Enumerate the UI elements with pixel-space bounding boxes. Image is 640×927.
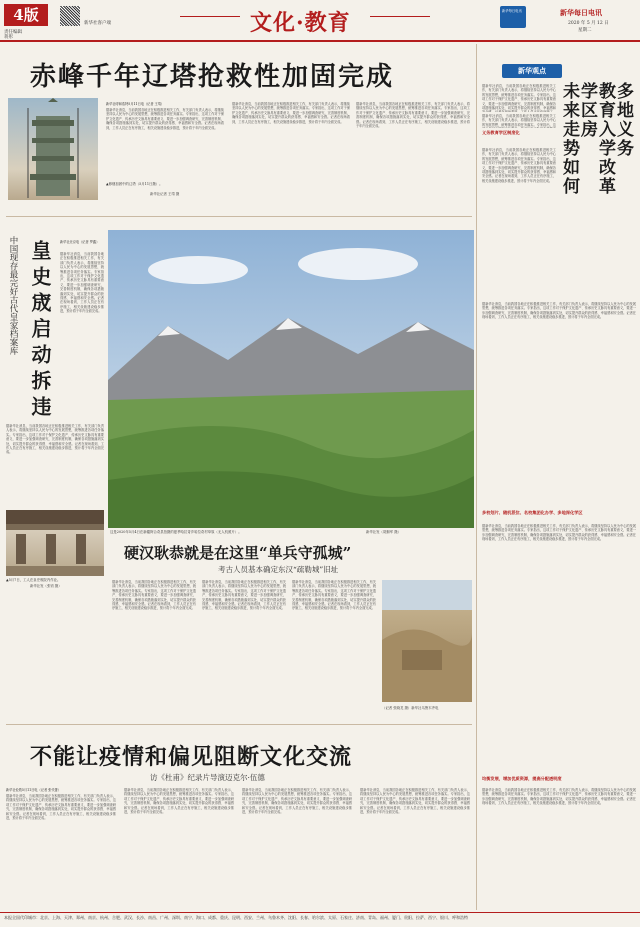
landscape-credit: 新华社发（胡拥军 摄）	[366, 530, 401, 534]
body-column-1: 据新华社消息，当前我国各地正在积极推进相关工作，有关部门负责人表示，将继续坚持以人民为中心的发展思想，统筹推进各项任务落实。专家指出，这项工作对于保护文化遗产、传承历史文脉具有重要意义，要进一步加强调查研究，完善制度机制，确保各项措施落到实处，切实提升群众的获得感、幸福感和安全感。记者在现场看到，工作人员正在有序施工，相关设施建设稳步推进，预计将于年内全面完成。	[112, 580, 196, 611]
masthead	[0, 0, 640, 40]
right-column-divider	[476, 44, 477, 910]
dateline: 新华社伦敦5月11日电（记者 张代蕾）	[6, 788, 61, 792]
landscape-caption: 这是2020年5月4日在新疆阿合奇县拍摄的夏季哈拉奇乡哈拉奇村草原（无人机照片）。	[110, 530, 242, 534]
pagoda-photo	[8, 98, 98, 200]
photo-credit: （记者 张晓龙 摄）新华社乌鲁木齐电	[382, 706, 439, 710]
body-wide: 据新华社消息，当前我国各地正在积极推进相关工作，有关部门负责人表示，将继续坚持以人民为中心的发展思想，统筹推进各项任务落实。专家指出，这项工作对于保护文化遗产、传承历史文脉具有重要意义，要进一步加强调查研究，完善制度机制，确保各项措施落到实处，切实提升群众的获得感、幸福感和安全感。记者在现场看到，工作人员正在有序施工，相关设施建设稳步推进，预计将于年内全面完成。	[6, 424, 104, 455]
headline-line-2: 皇史宬启动拆违	[28, 240, 52, 422]
feature-logo	[502, 64, 562, 78]
body-column-2: 据新华社消息，当前我国各地正在积极推进相关工作，有关部门负责人表示，将继续坚持以人民为中心的发展思想，统筹推进各项任务落实。专家指出，这项工作对于保护文化遗产、传承历史文脉具有重要意义，要进一步加强调查研究，完善制度机制，确保各项措施落到实处，切实提升群众的获得感、幸福感和安全感。记者在现场看到，工作人员正在有序施工，相关设施建设稳步推进，预计将于年内全面完成。	[202, 580, 286, 611]
divider-article3	[6, 724, 472, 725]
newspaper-logo	[500, 6, 526, 28]
issue-weekday: 星期二	[578, 28, 592, 33]
headline-line-4: 未来走势如何	[559, 82, 579, 196]
headline: 硬汉耿恭就是在这里“单兵守孤城”	[124, 544, 352, 562]
landscape-drawing	[108, 230, 474, 528]
headline-line-2: 教育入学改革	[595, 82, 615, 196]
subhead: 访《杜甫》纪录片导演迈克尔·伍德	[150, 773, 265, 782]
headline: 不能让疫情和偏见阻断文化交流	[30, 744, 353, 770]
body-column-2: 据新华社消息，当前我国各地正在积极推进相关工作，有关部门负责人表示，将继续坚持以人民为中心的发展思想，统筹推进各项任务落实。专家指出，这项工作对于保护文化遗产、传承历史文脉具有重要意义，要进一步加强调查研究，完善制度机制，确保各项措施落到实处，切实提升群众的获得感、幸福感和安全感。记者在现场看到，工作人员正在有序施工，相关设施建设稳步推进，预计将于年内全面完成。	[124, 788, 234, 815]
pagoda-drawing	[8, 98, 98, 200]
feature-logo-text: 新华观点	[518, 66, 546, 75]
dateline: 新华社北京电（记者 罗鑫）	[60, 240, 100, 244]
masthead-rule	[0, 40, 640, 42]
article-liao-pagoda	[0, 46, 474, 216]
article-du-fu	[0, 726, 474, 910]
archive-drawing	[6, 510, 104, 576]
headline-line-1: 多地义务	[613, 82, 633, 158]
site-photo	[382, 580, 472, 702]
article-imperial-archive	[0, 218, 106, 592]
footer-rule	[0, 912, 640, 913]
body-left-1: 据新华社消息，当前我国各地正在积极推进相关工作，有关部门负责人表示，将继续坚持以人民为中心的发展思想，统筹推进各项任务落实。专家指出，这项工作对于保护文化遗产、传承历史文脉具有重要意义，要进一步加强调查研究，完善制度机制，确保各项措施落到实处，切实提升群众的获得感、幸福感和安全感。记者在现场看到，工作人员正在有序施工，相关设施建设稳步推进，预计将于年内全面完成。	[482, 148, 556, 183]
headline-line-1: 中国现存最完好古代皇家档案库	[8, 236, 18, 355]
feature-school-district	[478, 44, 640, 910]
title-ornament-left	[180, 16, 240, 17]
archive-photo	[6, 510, 104, 576]
body-full-1: 据新华社消息，当前我国各地正在积极推进相关工作，有关部门负责人表示，将继续坚持以人民为中心的发展思想，统筹推进各项任务落实。专家指出，这项工作对于保护文化遗产、传承历史文脉具有重要意义，要进一步加强调查研究，完善制度机制，确保各项措施落到实处，切实提升群众的获得感、幸福感和安全感。记者在现场看到，工作人员正在有序施工，相关设施建设稳步推进，预计将于年内全面完成。	[482, 302, 636, 320]
page-number: 4版	[13, 6, 39, 24]
newspaper-logo-text: 新华每日电讯	[502, 9, 522, 13]
body-full-3: 据新华社消息，当前我国各地正在积极推进相关工作，有关部门负责人表示，将继续坚持以人民为中心的发展思想，统筹推进各项任务落实。专家指出，这项工作对于保护文化遗产、传承历史文脉具有重要意义，要进一步加强调查研究，完善制度机制，确保各项措施落到实处，切实提升群众的获得感、幸福感和安全感。记者在现场看到，工作人员正在有序施工，相关设施建设稳步推进，预计将于年内全面完成。	[482, 788, 636, 806]
issue-date: 2020 年 5 月 12 日	[568, 21, 609, 26]
subhead-1: 义务教育学区制度化	[482, 130, 520, 135]
subhead-2: 多校划片、随机派位、名校集团化办学、多地深化学区	[482, 510, 583, 515]
body-top: 据新华社消息，当前我国各地正在积极推进相关工作，有关部门负责人表示，将继续坚持以人民为中心的发展思想，统筹推进各项任务落实。专家指出，这	[482, 114, 556, 127]
headline-large-col	[26, 240, 56, 422]
article-geng-gong	[108, 538, 474, 722]
body-full-2: 据新华社消息，当前我国各地正在积极推进相关工作，有关部门负责人表示，将继续坚持以人民为中心的发展思想，统筹推进各项任务落实。专家指出，这项工作对于保护文化遗产、传承历史文脉具有重要意义，要进一步加强调查研究，完善制度机制，确保各项措施落到实处，切实提升群众的获得感、幸福感和安全感。记者在现场看到，工作人员正在有序施工，相关设施建设稳步推进，预计将于年内全面完成。	[482, 524, 636, 542]
title-ornament-right	[370, 16, 430, 17]
paper-name: 新华每日电讯	[560, 8, 602, 17]
body-column-2: 据新华社消息，当前我国各地正在积极推进相关工作，有关部门负责人表示，将继续坚持以人民为中心的发展思想，统筹推进各项任务落实。专家指出，这项工作对于保护文化遗产、传承历史文脉具有重要意义，要进一步加强调查研究，完善制度机制，确保各项措施落到实处，切实提升群众的获得感、幸福感和安全感。记者在现场看到，工作人员正在有序施工，相关设施建设稳步推进，预计将于年内全面完成。	[232, 102, 350, 124]
lead-column: 据新华社消息，当前我国各地正在积极推进相关工作，有关部门负责人表示，将继续坚持以人民为中心的发展思想，统筹推进各项任务落实。专家指出，这项工作对于保护文化遗产、传承历史文脉具有重要意义，要进一步加强调查研究，完善制度机制，确保各项措施落到实处，切实提升群众的获得感、幸福感和	[482, 84, 556, 111]
photo-credit: 新华社发（张钧 摄）	[30, 584, 62, 588]
headline-small-col	[8, 236, 20, 355]
body-column-4: 据新华社消息，当前我国各地正在积极推进相关工作，有关部门负责人表示，将继续坚持以人民为中心的发展思想，统筹推进各项任务落实。专家指出，这项工作对于保护文化遗产、传承历史文脉具有重要意义，要进一步加强调查研究，完善制度机制，确保各项措施落到实处，切实提升群众的获得感、幸福感和安全感。记者在现场看到，工作人员正在有序施工，相关设施建设稳步推进，预计将于年内全面完成。	[360, 788, 470, 815]
body-column-1: 据新华社消息，当前我国各地正在积极推进相关工作，有关部门负责人表示，将继续坚持以人民为中心的发展思想，统筹推进各项任务落实。专家指出，这项工作对于保护文化遗产、传承历史文脉具有重要意义，要进一步加强调查研究，完善制度机制，确保各项措施落到实处，切实提升群众的获得感、幸福感和安全感。记者在现场看到，工作人员正在有序施工，相关设施建设稳步推进，预计将于年内全面完成。	[106, 108, 224, 130]
page-number-badge	[4, 4, 48, 26]
body-column: 据新华社消息，当前我国各地正在积极推进相关工作，有关部门负责人表示，将继续坚持以人民为中心的发展思想，统筹推进各项任务落实。专家指出，这项工作对于保护文化遗产、传承历史文脉具有重要意义，要进一步加强调查研究，完善制度机制，确保各项措施落到实处，切实提升群众的获得感、幸福感和安全感。记者在现场看到，工作人员正在有序施工，相关设施建设稳步推进，预计将于年内全面完成。	[60, 252, 104, 314]
app-name: 新华社客户端	[84, 21, 111, 26]
photo-caption: ▲修缮加固中的辽塔（5月11日摄）。	[106, 182, 163, 186]
subhead-3: 均衡发展，增加优质资源，提高分配透明度	[482, 776, 562, 781]
body-column-3: 据新华社消息，当前我国各地正在积极推进相关工作，有关部门负责人表示，将继续坚持以人民为中心的发展思想，统筹推进各项任务落实。专家指出，这项工作对于保护文化遗产、传承历史文脉具有重要意义，要进一步加强调查研究，完善制度机制，确保各项措施落到实处，切实提升群众的获得感、幸福感和安全感。记者在现场看到，工作人员正在有序施工，相关设施建设稳步推进，预计将于年内全面完成。	[356, 102, 470, 129]
dateline: 新华社呼和浩特5月11日电（记者 王靖）	[106, 102, 165, 106]
footer-print-cities: 本报全国代印城市：北京、上海、天津、郑州、南京、杭州、合肥、武汉、长沙、南昌、广州、深圳、南宁、海口、成都、重庆、昆明、西安、兰州、乌鲁木齐、沈阳、长春、哈尔滨、太原、石家庄、济南、青岛、福州、厦门、贵阳、拉萨、西宁、银川、呼和浩特	[4, 915, 468, 920]
body-column-3: 据新华社消息，当前我国各地正在积极推进相关工作，有关部门负责人表示，将继续坚持以人民为中心的发展思想，统筹推进各项任务落实。专家指出，这项工作对于保护文化遗产、传承历史文脉具有重要意义，要进一步加强调查研究，完善制度机制，确保各项措施落到实处，切实提升群众的获得感、幸福感和安全感。记者在现场看到，工作人员正在有序施工，相关设施建设稳步推进，预计将于年内全面完成。	[242, 788, 352, 815]
subhead: 考古人员基本确定东汉“疏勒城”旧址	[218, 565, 339, 574]
section-title: 文化·教育	[250, 10, 351, 36]
headline: 赤峰千年辽塔抢救性加固完成	[30, 62, 395, 92]
headline-line-3: 学区房	[577, 82, 597, 139]
editor-label: 责任编辑	[4, 30, 22, 35]
body-column-1: 据新华社消息，当前我国各地正在积极推进相关工作，有关部门负责人表示，将继续坚持以人民为中心的发展思想，统筹推进各项任务落实。专家指出，这项工作对于保护文化遗产、传承历史文脉具有重要意义，要进一步加强调查研究，完善制度机制，确保各项措施落到实处，切实提升群众的获得感、幸福感和安全感。记者在现场看到，工作人员正在有序施工，相关设施建设稳步推进，预计将于年内全面完成。	[6, 794, 116, 821]
landscape-photo	[108, 230, 474, 528]
body-column-3: 据新华社消息，当前我国各地正在积极推进相关工作，有关部门负责人表示，将继续坚持以人民为中心的发展思想，统筹推进各项任务落实。专家指出，这项工作对于保护文化遗产、传承历史文脉具有重要意义，要进一步加强调查研究，完善制度机制，确保各项措施落到实处，切实提升群众的获得感、幸福感和安全感。记者在现场看到，工作人员正在有序施工，相关设施建设稳步推进，预计将于年内全面完成。	[292, 580, 376, 611]
photo-caption: ▲5月7日，工人在皇史宬院内作业。	[6, 578, 61, 582]
divider-article1	[6, 216, 472, 217]
site-drawing	[382, 580, 472, 702]
qr-code	[60, 6, 80, 26]
editor-name: 蒋彤	[4, 35, 13, 40]
photo-credit: 新华社记者 王靖 摄	[150, 192, 180, 196]
